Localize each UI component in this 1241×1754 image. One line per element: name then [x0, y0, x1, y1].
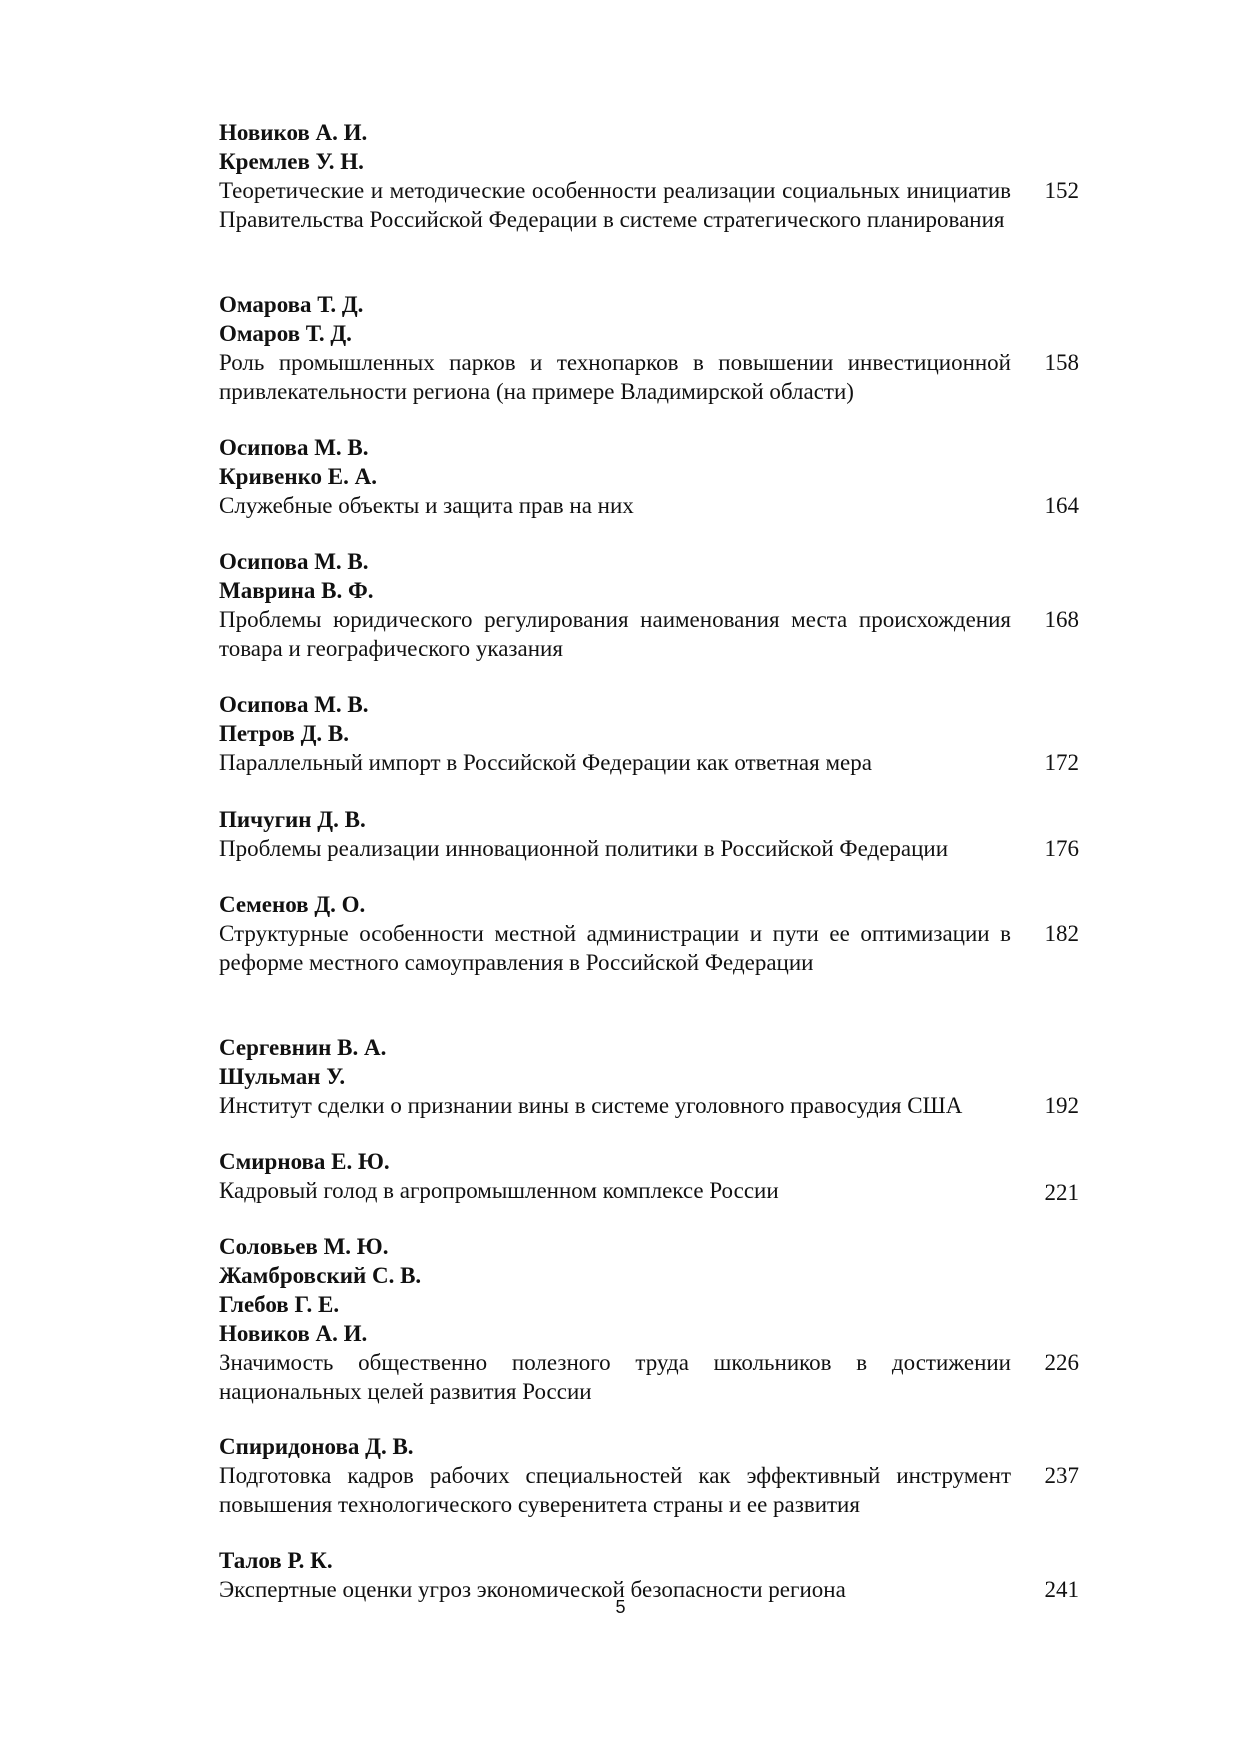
toc-entry: [219, 890, 1079, 977]
entry-title-row: [219, 919, 1079, 977]
toc-entry: [219, 547, 1079, 663]
author-name: Шульман У.: [219, 1064, 346, 1089]
entry-page-number: 168: [1044, 607, 1079, 632]
author-name: Маврина В. Ф.: [219, 578, 374, 603]
entry-title-row: [219, 748, 1079, 777]
toc-entry: [219, 1232, 1079, 1406]
entry-page-number: 221: [1044, 1180, 1079, 1205]
entry-title-row: [219, 491, 1079, 520]
entry-title-row: [219, 1091, 1079, 1120]
page-number-footer: 5: [615, 1597, 626, 1617]
toc-entry: [219, 1033, 1079, 1120]
author-name: Талов Р. К.: [219, 1548, 333, 1573]
entry-title-row: [219, 176, 1079, 234]
toc-entry: [219, 118, 1079, 234]
author-name: Осипова М. В.: [219, 549, 369, 574]
entry-title-row: [219, 1348, 1079, 1406]
entry-title: Значимость общественно полезного труда школьников в достижении национальных целей развития России: [219, 1350, 1011, 1404]
author-name: Петров Д. В.: [219, 721, 349, 746]
entry-page-number: 152: [1044, 178, 1079, 203]
author-name: Глебов Г. Е.: [219, 1292, 340, 1317]
author-name: Омарова Т. Д.: [219, 292, 364, 317]
entry-title-row: [219, 1461, 1079, 1519]
entry-title: Роль промышленных парков и технопарков в повышении инвестиционной привлекательности региона (на примере Владимирской области): [219, 350, 1011, 404]
toc-entry: [219, 690, 1079, 777]
author-name: Кремлев У. Н.: [219, 149, 364, 174]
toc-entry: [219, 1432, 1079, 1519]
author-name: Осипова М. В.: [219, 692, 369, 717]
author-name: Пичугин Д. В.: [219, 807, 366, 832]
author-name: Соловьев М. Ю.: [219, 1234, 389, 1259]
entry-title: Теоретические и методические особенности реализации социальных инициатив Правительства Российской Федерации в системе стратегического планирования: [219, 178, 1011, 232]
entry-title-row: [219, 1176, 1079, 1205]
entry-title: Служебные объекты и защита прав на них: [219, 493, 634, 518]
entry-page-number: 158: [1044, 350, 1079, 375]
toc-entry: [219, 433, 1079, 520]
entry-page-number: 182: [1044, 921, 1079, 946]
toc-entry: [219, 290, 1079, 406]
author-name: Омаров Т. Д.: [219, 321, 352, 346]
entry-title: Подготовка кадров рабочих специальностей как эффективный инструмент повышения технологического суверенитета страны и ее развития: [219, 1463, 1011, 1517]
entry-page-number: 241: [1044, 1577, 1079, 1602]
toc-entry: [219, 1147, 1079, 1205]
entry-title: Кадровый голод в агропромышленном комплексе России: [219, 1178, 779, 1203]
author-name: Кривенко Е. А.: [219, 464, 378, 489]
entry-title: Экспертные оценки угроз экономической безопасности региона: [219, 1577, 846, 1602]
author-name: Спиридонова Д. В.: [219, 1434, 414, 1459]
entry-page-number: 172: [1044, 750, 1079, 775]
author-name: Семенов Д. О.: [219, 892, 366, 917]
author-name: Осипова М. В.: [219, 435, 369, 460]
entry-title: Проблемы юридического регулирования наименования места происхождения товара и географического указания: [219, 607, 1011, 661]
entry-page-number: 226: [1044, 1350, 1079, 1375]
author-name: Новиков А. И.: [219, 120, 368, 145]
entry-title: Институт сделки о признании вины в системе уголовного правосудия США: [219, 1093, 963, 1118]
entry-page-number: 164: [1044, 493, 1079, 518]
entry-title: Параллельный импорт в Российской Федерации как ответная мера: [219, 750, 872, 775]
entry-page-number: 237: [1044, 1463, 1079, 1488]
author-name: Жамбровский С. В.: [219, 1263, 422, 1288]
author-name: Сергевнин В. А.: [219, 1035, 387, 1060]
entry-title: Проблемы реализации инновационной политики в Российской Федерации: [219, 836, 949, 861]
entry-title-row: [219, 605, 1079, 663]
toc-entry: [219, 805, 1079, 863]
entry-page-number: 176: [1044, 836, 1079, 861]
author-name: Новиков А. И.: [219, 1321, 368, 1346]
entry-title: Структурные особенности местной администрации и пути ее оптимизации в реформе местного самоуправления в Российской Федерации: [219, 921, 1011, 975]
entry-title-row: [219, 348, 1079, 406]
entry-title-row: [219, 834, 1079, 863]
entry-page-number: 192: [1044, 1093, 1079, 1118]
author-name: Смирнова Е. Ю.: [219, 1149, 390, 1174]
